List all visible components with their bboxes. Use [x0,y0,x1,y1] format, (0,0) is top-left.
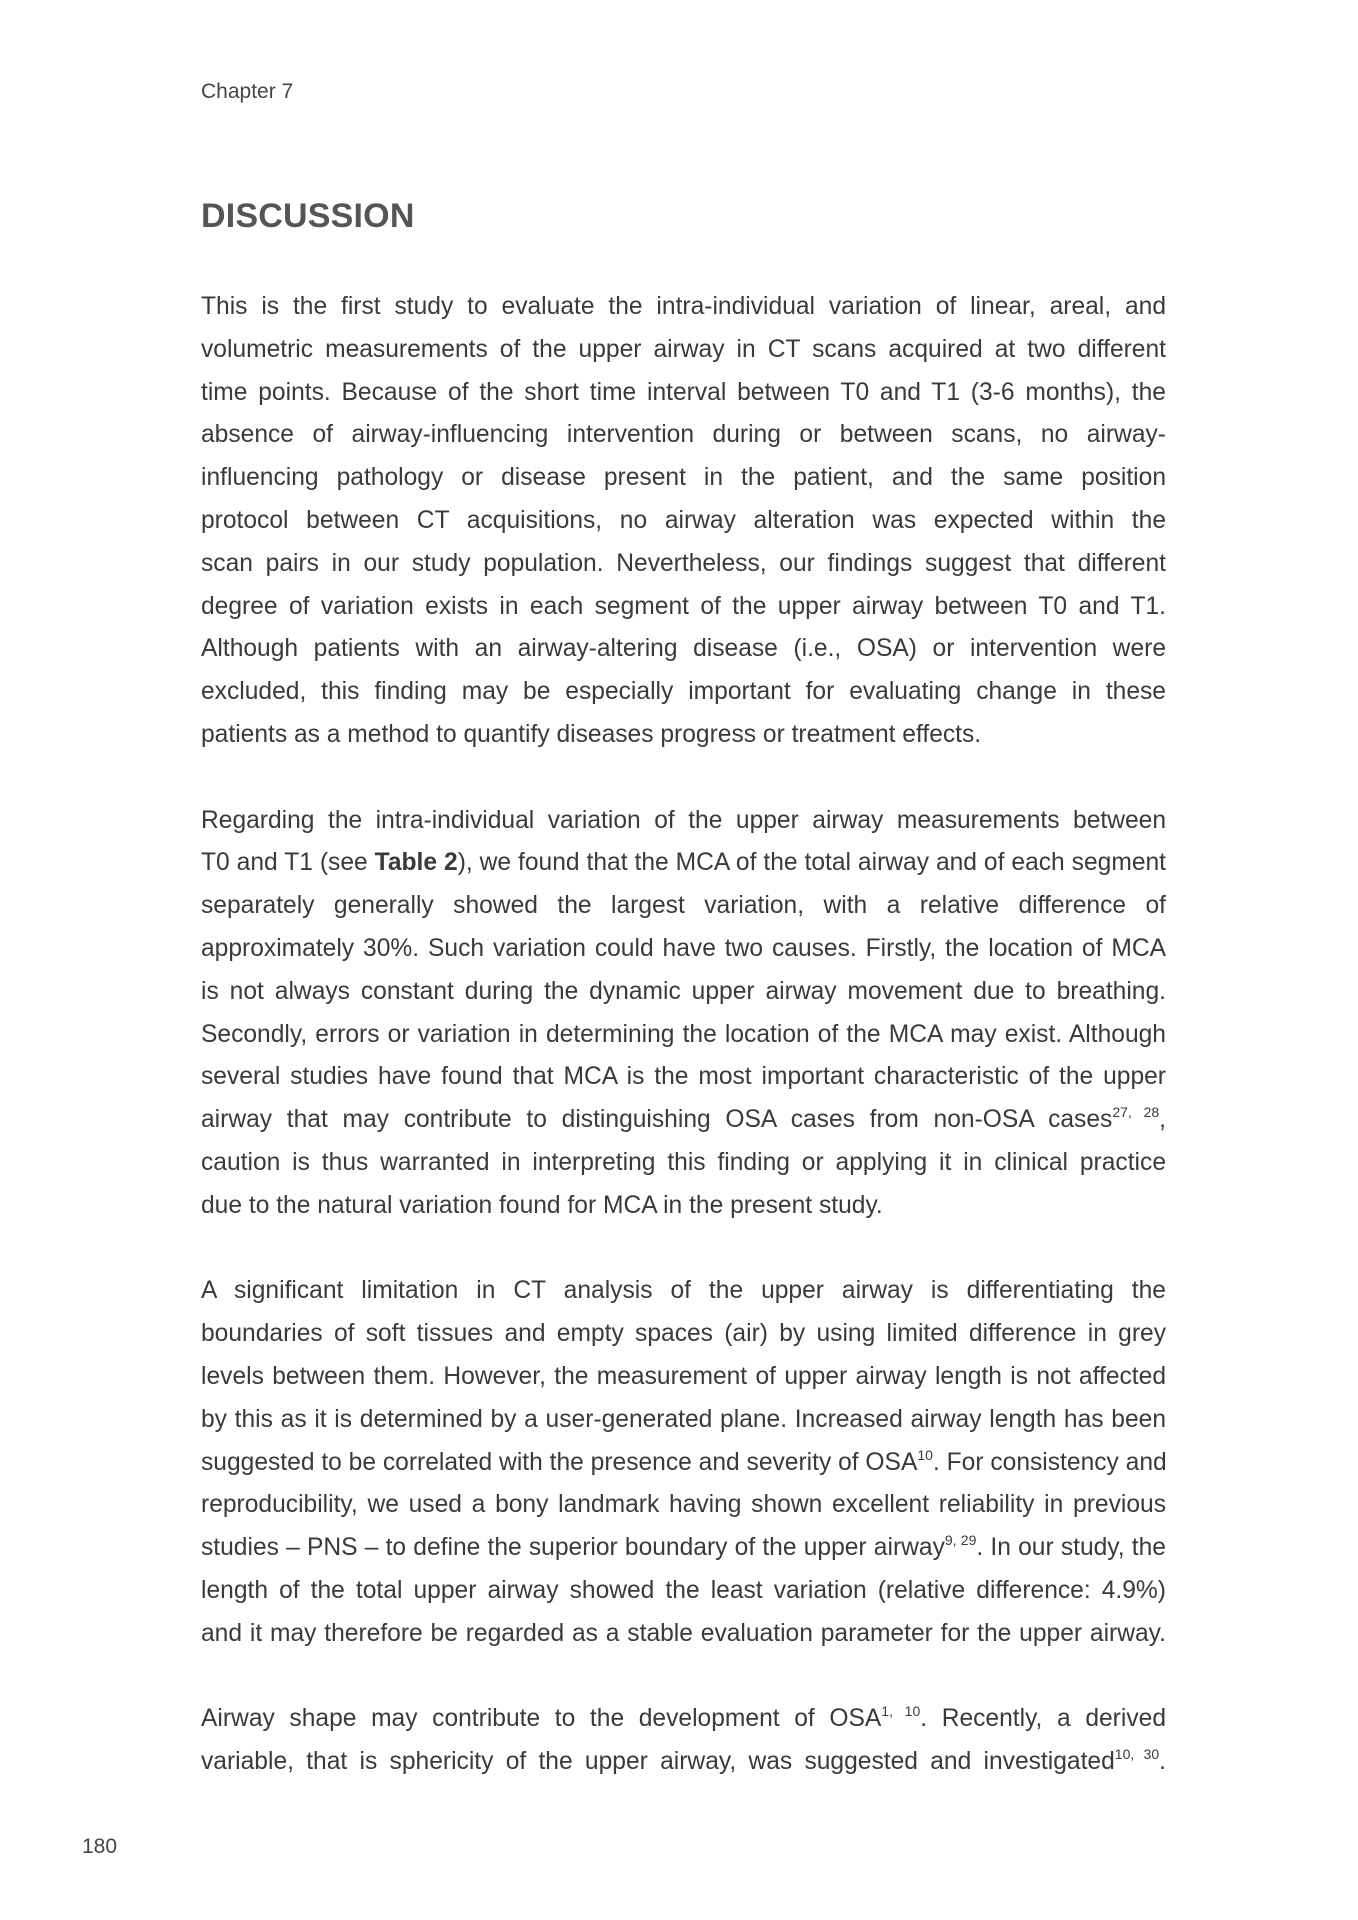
text-line: protocol between CT acquisitions, no airway alteration was expected within the [201,506,1166,534]
paragraph-4 [201,1698,1166,1784]
text-line: Regarding the intra-individual variation of the upper airway measurements between [201,806,1166,834]
table-reference: Table 2 [374,849,458,877]
text-segment: T0 and T1 (see [201,849,375,877]
text-line: approximately 30%. Such variation could have two causes. Firstly, the location of MCA [201,934,1166,962]
body-text [201,286,1166,1827]
text-line: is not always constant during the dynamic upper airway movement due to breathing. [201,977,1166,1005]
text-segment: ), we found that the MCA of the total airway and of each segment [457,849,1167,877]
paragraph-1 [201,286,1166,757]
text-line [201,1527,1166,1570]
text-line: absence of airway-influencing intervention during or between scans, no airway- [201,421,1166,449]
text-line: separately generally showed the largest variation, with a relative difference of [201,892,1166,920]
text-segment: , [1159,1106,1166,1134]
text-line [201,1698,1166,1741]
text-line: influencing pathology or disease present in the patient, and the same position [201,464,1166,492]
text-segment: Airway shape may contribute to the development of OSA [201,1705,882,1733]
text-line: length of the total upper airway showed the least variation (relative difference: 4.9%) [201,1576,1166,1604]
text-line: A significant limitation in CT analysis of the upper airway is differentiating the [201,1277,1166,1305]
text-segment: . [1159,1748,1166,1776]
text-line: scan pairs in our study population. Nevertheless, our findings suggest that different [201,549,1166,577]
text-line: boundaries of soft tissues and empty spaces (air) by using limited difference in grey [201,1320,1166,1348]
text-segment: . In our study, the [976,1534,1166,1562]
text-line: time points. Because of the short time interval between T0 and T1 (3-6 months), the [201,378,1166,406]
text-line: excluded, this finding may be especially important for evaluating change in these [201,678,1166,706]
text-line: Secondly, errors or variation in determining the location of the MCA may exist. Although [201,1020,1166,1048]
text-segment: variable, that is sphericity of the upper airway, was suggested and investigated [201,1748,1115,1776]
text-segment: studies – PNS – to define the superior boundary of the upper airway [201,1534,945,1562]
text-line: This is the first study to evaluate the intra-individual variation of linear, areal, and [201,293,1166,320]
text-line [201,1442,1166,1485]
citation-superscript: 27, 28 [1112,1104,1160,1121]
text-line: reproducibility, we used a bony landmark having shown excellent reliability in previous [201,1491,1166,1519]
citation-superscript: 1, 10 [881,1703,921,1720]
text-line [201,1099,1166,1142]
text-line: by this as it is determined by a user-generated plane. Increased airway length has been [201,1405,1166,1433]
text-line [201,1741,1166,1784]
section-heading: DISCUSSION [201,197,415,235]
text-line [201,842,1166,885]
paragraph-3 [201,1270,1166,1655]
text-line: patients as a method to quantify diseases progress or treatment effects. [201,720,982,748]
text-line: Although patients with an airway-altering disease (i.e., OSA) or intervention were [201,635,1166,663]
page-number: 180 [82,1835,118,1858]
text-line: degree of variation exists in each segment of the upper airway between T0 and T1. [201,592,1166,620]
text-segment: suggested to be correlated with the presence and severity of OSA [201,1448,918,1476]
paragraph-2 [201,800,1166,1228]
text-segment: . For consistency and [932,1448,1167,1476]
text-line: volumetric measurements of the upper airway in CT scans acquired at two different [201,335,1166,363]
citation-superscript: 9, 29 [944,1532,977,1549]
text-segment: airway that may contribute to distinguishing OSA cases from non-OSA cases [201,1106,1113,1134]
citation-superscript: 10, 30 [1114,1746,1160,1763]
text-line: due to the natural variation found for MCA in the present study. [201,1191,883,1219]
text-segment: . Recently, a derived [920,1705,1166,1733]
running-head: Chapter 7 [201,80,294,103]
text-line: levels between them. However, the measurement of upper airway length is not affected [201,1362,1166,1390]
text-line: several studies have found that MCA is the most important characteristic of the upper [201,1063,1166,1091]
text-line: and it may therefore be regarded as a stable evaluation parameter for the upper airway. [201,1619,1166,1647]
citation-superscript: 10 [917,1446,933,1463]
text-line: caution is thus warranted in interpreting this finding or applying it in clinical practice [201,1148,1166,1176]
